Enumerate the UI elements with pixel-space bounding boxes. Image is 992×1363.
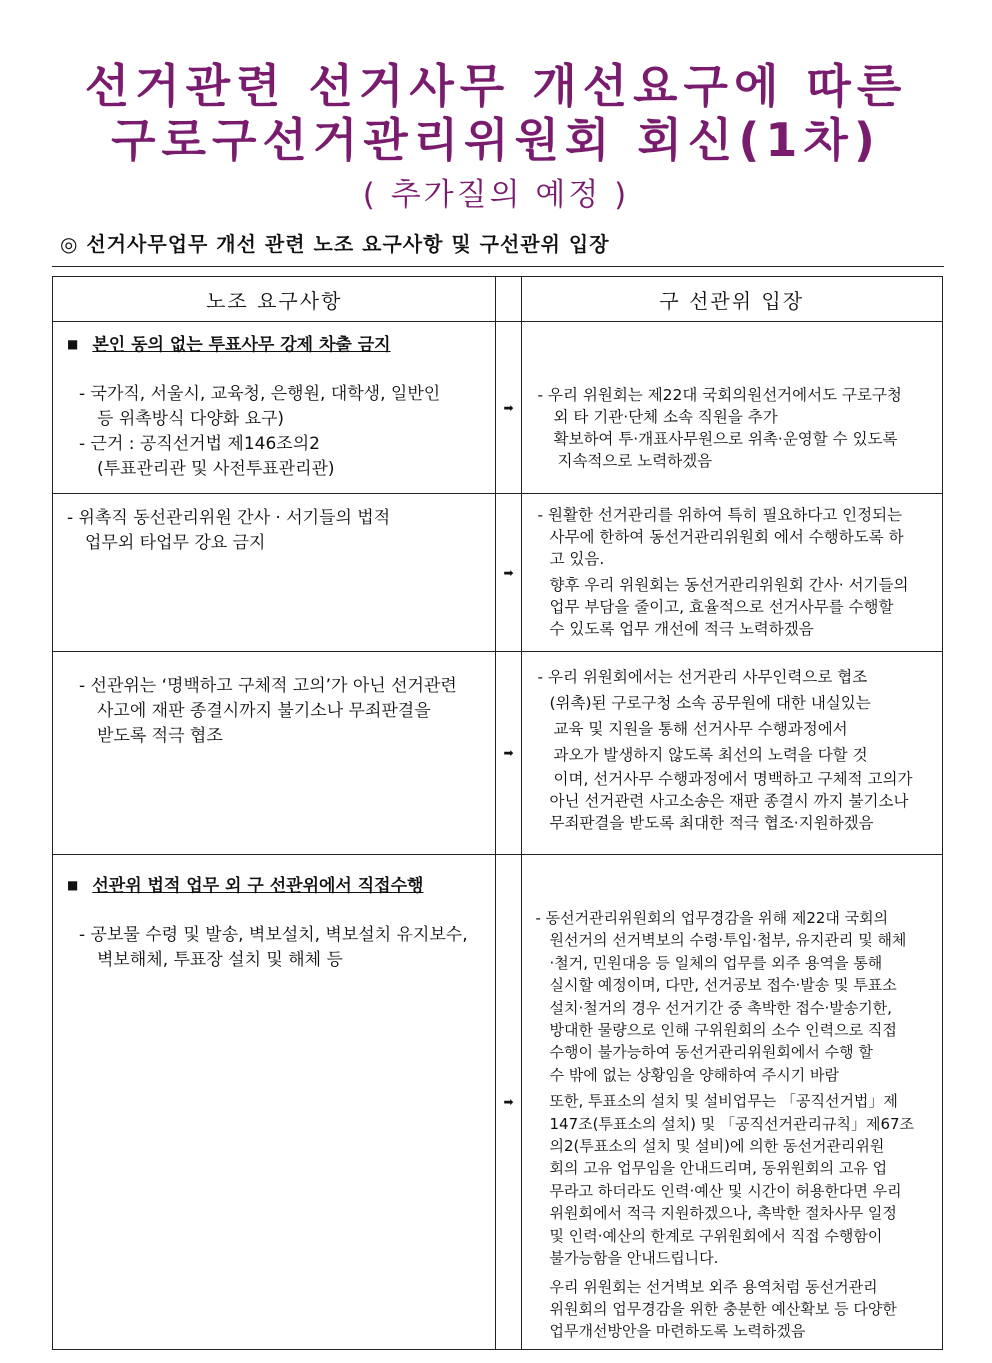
table-row bbox=[53, 652, 943, 855]
column-header-union-demands: 노조 요구사항 bbox=[53, 277, 496, 322]
demand-cell bbox=[53, 494, 496, 652]
position-cell bbox=[521, 652, 943, 855]
position-cell bbox=[521, 322, 943, 494]
position-cell bbox=[521, 855, 943, 1350]
demand-heading: ■ 본인 동의 없는 투표사무 강제 차출 금지 bbox=[67, 332, 391, 357]
table-row bbox=[53, 494, 943, 652]
square-bullet-icon: ■ bbox=[67, 878, 79, 892]
table-row bbox=[53, 322, 943, 494]
arrow-icon: ➡ bbox=[496, 652, 521, 855]
demand-cell bbox=[53, 322, 496, 494]
square-bullet-icon: ■ bbox=[67, 337, 79, 351]
arrow-icon: ➡ bbox=[496, 494, 521, 652]
demand-text: - 위촉직 동선관리위원 간사 · 서기들의 법적 업무외 타업무 강요 금지 bbox=[67, 508, 391, 553]
table-header-row bbox=[53, 277, 943, 322]
column-header-spacer bbox=[496, 277, 521, 322]
document-subtitle: ( 추가질의 예정 ) bbox=[362, 177, 630, 213]
position-text: - 원활한 선거관리를 위하여 특히 필요하다고 인정되는 사무에 한하여 동선거관리위원회 에서 수행하도록 하 고 있음. 향후 우리 위원회는 동선거관리위원회 간사· 서기들의 업무 부담을 줄이고, 효율적으로 선거사무를 수행할 수 있도록 업무 개선에 적극 노력하겠음 bbox=[537, 506, 909, 638]
table-row bbox=[53, 855, 943, 1350]
demand-cell bbox=[53, 855, 496, 1350]
demand-text: - 국가직, 서울시, 교육청, 은행원, 대학생, 일반인 등 위촉방식 다양화 요구) - 근거 : 공직선거법 제146조의2 (투표관리관 및 사전투표관리관) bbox=[79, 384, 441, 479]
arrow-icon: ➡ bbox=[496, 855, 521, 1350]
section-heading: ◎ 선거사무업무 개선 관련 노조 요구사항 및 구선관위 입장 bbox=[60, 232, 610, 256]
demand-text: - 선관위는 ‘명백하고 구체적 고의’가 아닌 선거관련 사고에 재판 종결시까지 불기소나 무죄판결을 받도록 적극 협조 bbox=[79, 676, 457, 746]
position-text: - 우리 위원회에서는 선거관리 사무인력으로 협조 (위촉)된 구로구청 소속 공무원에 대한 내실있는 교육 및 지원을 통해 선거사무 수행과정에서 과오가 발생하지 않도록 최선의 노력을 다할 것 이며, 선거사무 수행과정에서 명백하고 구체적 고의가 아닌 선거관련 사고소송은 재판 종결시 까지 불기소나 무죄판결을 받도록 최대한 적극 협조·지원하겠음 bbox=[537, 668, 913, 832]
position-text: - 동선거관리위원회의 업무경감을 위해 제22대 국회의 원선거의 선거벽보의 수령·투입·첩부, 유지관리 및 해체 ·철거, 민원대응 등 일체의 업무를 외주 용역을 통해 실시할 예정이며, 다만, 선거공보 접수·발송 및 투표소 설치·철거의 경우 선거기간 중 촉박한 접수·발송기한, 방대한 물량으로 인해 구위원회의 소수 인력으로 직접 수행이 불가능하여 동선거관리위원회에서 수행 할 수 밖에 없는 상황임을 양해하여 주시기 바람 또한, 투표소의 설치 및 설비업무는 「공직선거법」제 147조(투표소의 설치) 및 「공직선거관리규칙」제67조 의2(투표소의 설치 및 설비)에 의한 동선거관리위원 회의 고유 업무임을 안내드리며, 동위원회의 고유 업 무라고 하더라도 인력·예산 및 시간이 허용한다면 우리 위원회에서 적극 지원하겠으나, 촉박한 절차사무 일정 및 인력·예산의 한계로 구위원회에서 직접 수행함이 불가능함을 안내드립니다. 우리 위원회는 선거벽보 외주 용역처럼 동선거관리 위원회의 업무경감을 위한 충분한 예산확보 등 다양한 업무개선방안을 마련하도록 노력하겠음 bbox=[535, 909, 915, 1341]
document-title-line1: 선거관련 선거사무 개선요구에 따른 bbox=[84, 59, 908, 113]
position-text: - 우리 위원회는 제22대 국회의원선거에서도 구로구청 외 타 기관·단체 소속 직원을 추가 확보하여 투·개표사무원으로 위촉·운영할 수 있도록 지속적으로 노력하겠음 bbox=[537, 386, 902, 470]
demand-cell bbox=[53, 652, 496, 855]
arrow-icon: ➡ bbox=[496, 322, 521, 494]
demand-text: - 공보물 수령 및 발송, 벽보설치, 벽보설치 유지보수, 벽보해체, 투표장 설치 및 해체 등 bbox=[79, 925, 468, 970]
column-header-committee-position: 구 선관위 입장 bbox=[521, 277, 943, 322]
comparison-table bbox=[52, 276, 943, 1350]
demand-heading: ■ 선관위 법적 업무 외 구 선관위에서 직접수행 bbox=[67, 873, 423, 898]
position-cell bbox=[521, 494, 943, 652]
heading-rule bbox=[52, 266, 944, 267]
document-title-line2: 구로구선거관리위원회 회신(1차) bbox=[111, 113, 881, 167]
